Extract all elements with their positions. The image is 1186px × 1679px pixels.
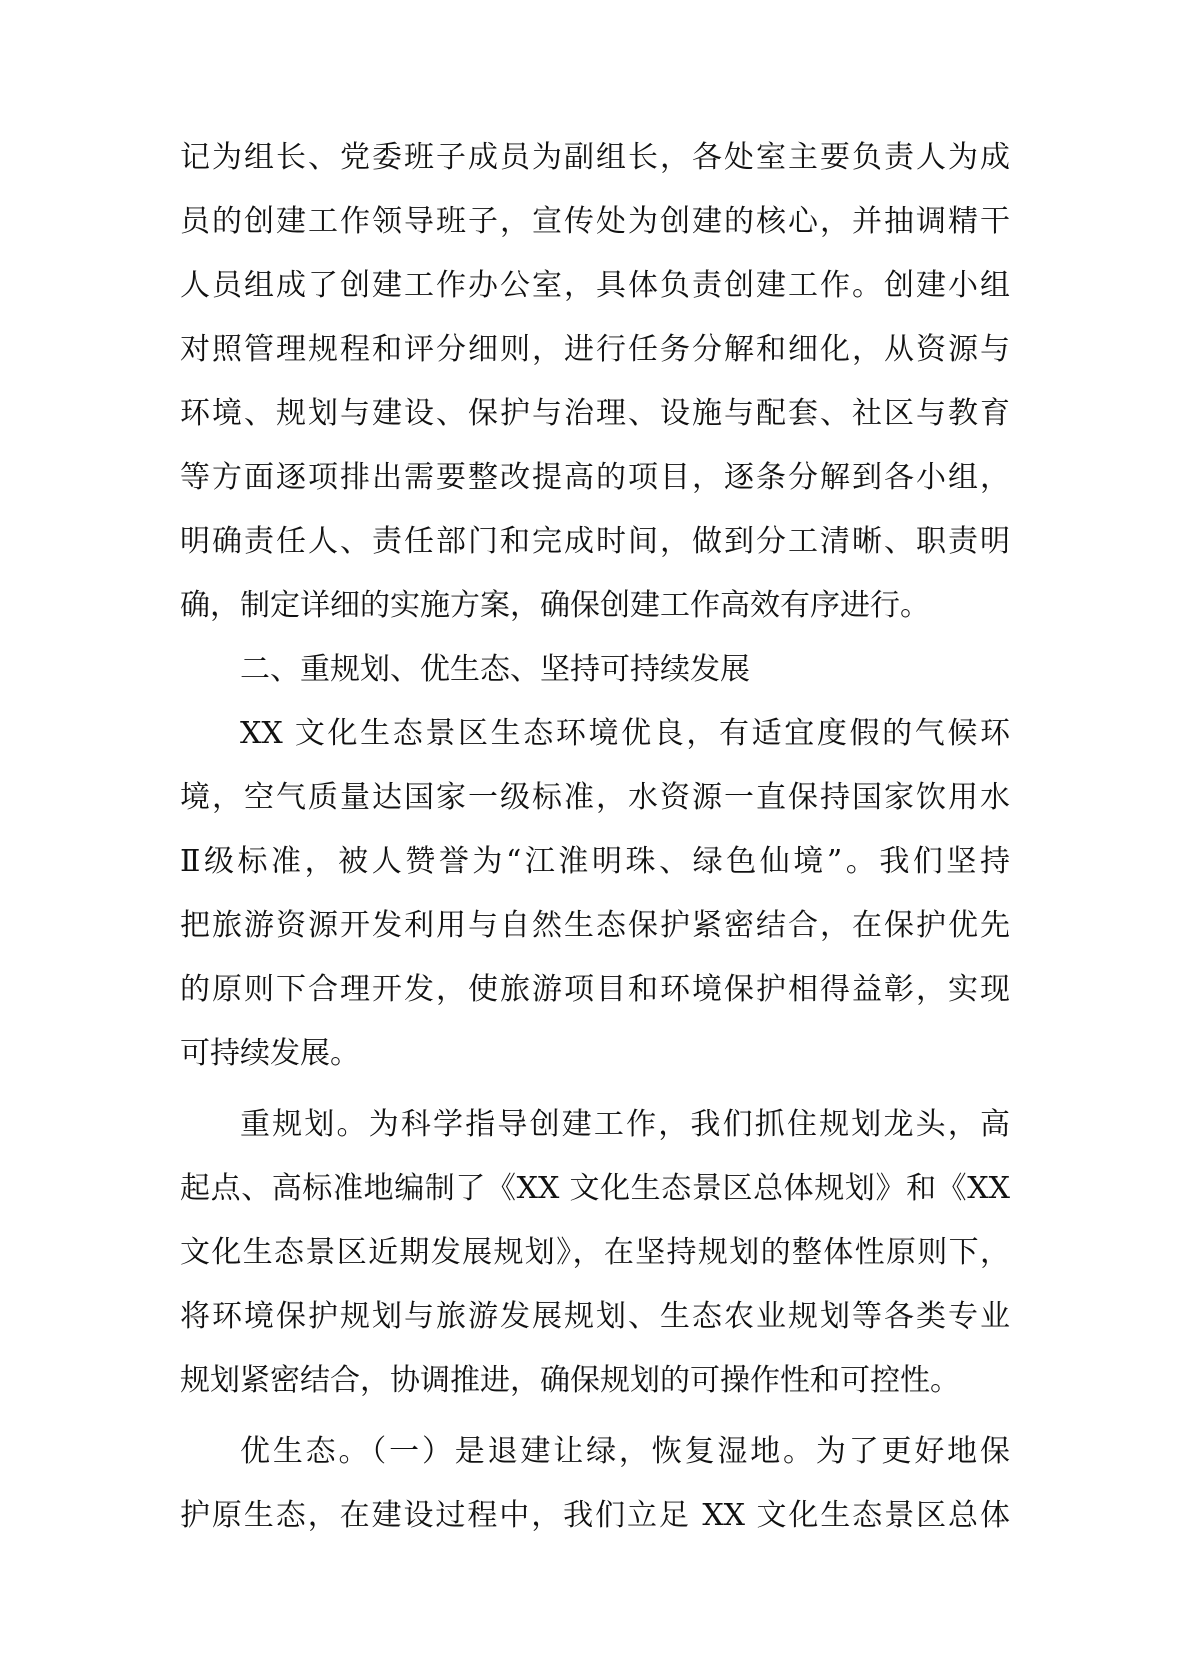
paragraph-line: 将环境保护规划与旅游发展规划、生态农业规划等各类专业 bbox=[180, 1299, 1010, 1334]
ecology-paragraph bbox=[180, 1420, 1010, 1548]
paragraph-line: 境，空气质量达国家一级标准，水资源一直保持国家饮用水 bbox=[180, 780, 1010, 815]
paragraph-line: 文化生态景区近期发展规划》，在坚持规划的整体性原则下， bbox=[180, 1235, 1010, 1270]
paragraph-line: XX 文化生态景区生态环境优良，有适宜度假的气候环 bbox=[240, 716, 1010, 751]
intro-continued-paragraph bbox=[180, 126, 1010, 638]
paragraph-line: 规划紧密结合，协调推进，确保规划的可操作性和可控性。 bbox=[180, 1363, 960, 1398]
document-body bbox=[180, 126, 1010, 1548]
paragraph-line: 人员组成了创建工作办公室，具体负责创建工作。创建小组 bbox=[180, 268, 1010, 303]
paragraph-line: 等方面逐项排出需要整改提高的项目，逐条分解到各小组， bbox=[180, 460, 1010, 495]
paragraph-line: Ⅱ级标准，被人赞誉为“江淮明珠、绿色仙境”。我们坚持 bbox=[180, 844, 1010, 879]
paragraph-line: 确，制定详细的实施方案，确保创建工作高效有序进行。 bbox=[180, 588, 930, 623]
paragraph-line: 起点、高标准地编制了《XX 文化生态景区总体规划》和《XX bbox=[180, 1171, 1010, 1206]
paragraph-line: 环境、规划与建设、保护与治理、设施与配套、社区与教育 bbox=[180, 396, 1010, 431]
paragraph-line: 员的创建工作领导班子，宣传处为创建的核心，并抽调精干 bbox=[180, 204, 1010, 239]
paragraph-line: 明确责任人、责任部门和完成时间，做到分工清晰、职责明 bbox=[180, 524, 1010, 559]
paragraph-line: 把旅游资源开发利用与自然生态保护紧密结合，在保护优先 bbox=[180, 908, 1010, 943]
paragraph-line: 护原生态，在建设过程中，我们立足 XX 文化生态景区总体 bbox=[180, 1498, 1010, 1533]
paragraph-line: 记为组长、党委班子成员为副组长，各处室主要负责人为成 bbox=[180, 140, 1010, 175]
paragraph-line: 重规划。为科学指导创建工作，我们抓住规划龙头，高 bbox=[240, 1107, 1010, 1142]
environment-paragraph bbox=[180, 702, 1010, 1086]
planning-paragraph bbox=[180, 1093, 1010, 1413]
paragraph-line: 优生态。（一）是退建让绿，恢复湿地。为了更好地保 bbox=[240, 1434, 1010, 1469]
paragraph-line: 的原则下合理开发，使旅游项目和环境保护相得益彰，实现 bbox=[180, 972, 1010, 1007]
section-heading: 二、重规划、优生态、坚持可持续发展 bbox=[240, 652, 750, 687]
paragraph-line: 对照管理规程和评分细则，进行任务分解和细化，从资源与 bbox=[180, 332, 1010, 367]
paragraph-line: 可持续发展。 bbox=[180, 1036, 360, 1071]
